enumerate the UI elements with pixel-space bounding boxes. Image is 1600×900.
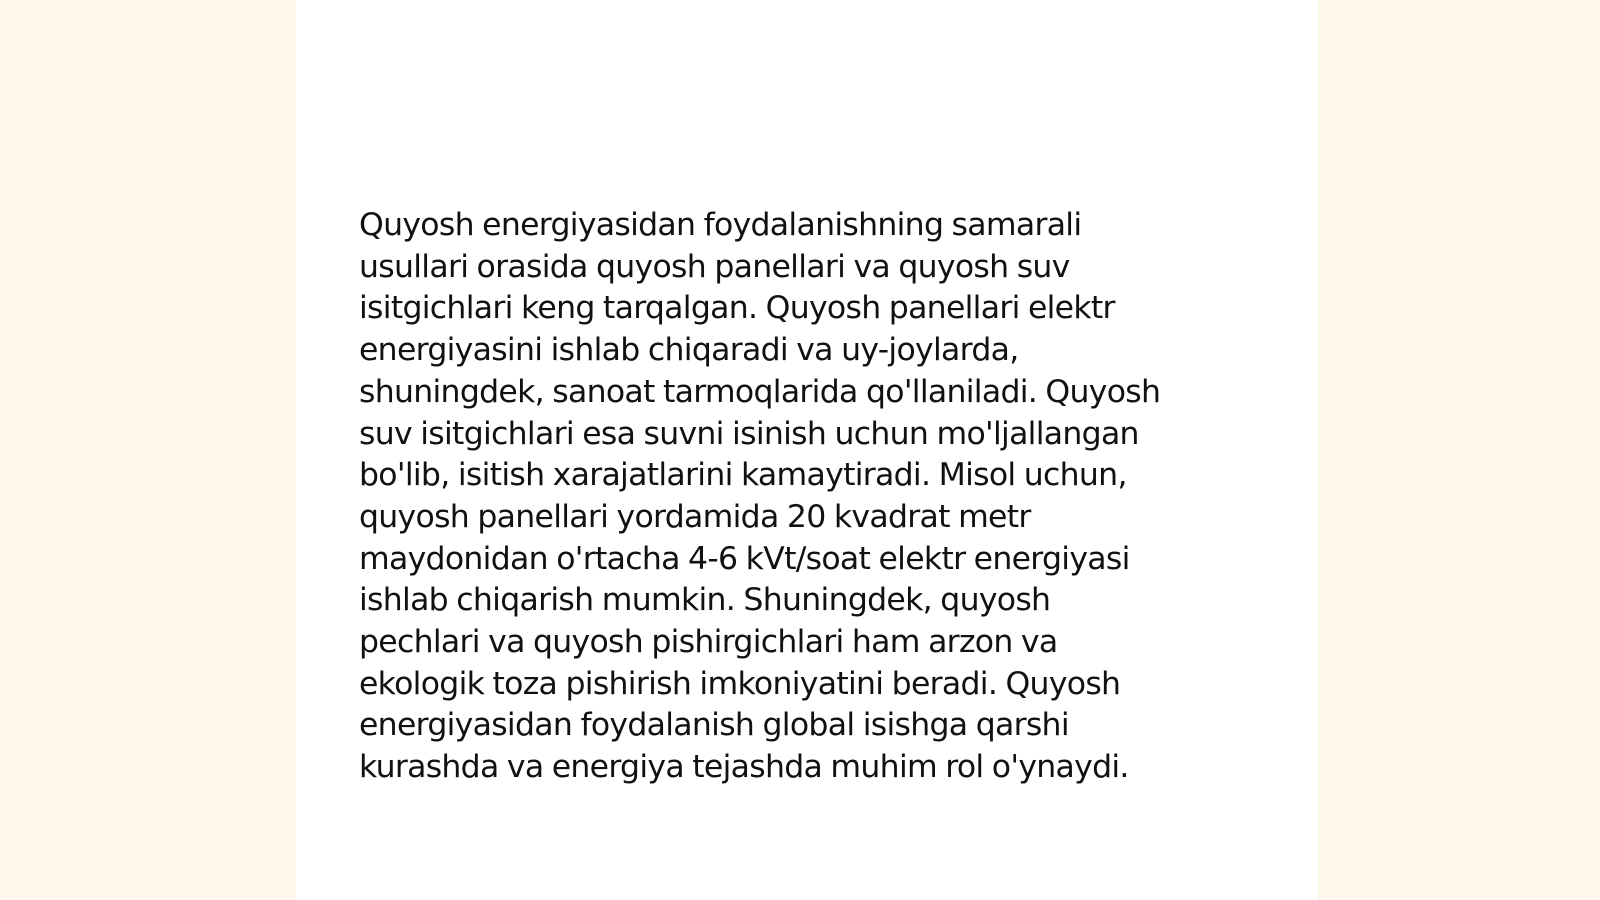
paragraph-line: pechlari va quyosh pishirgichlari ham arzon va <box>359 624 1058 661</box>
paragraph-line: shuningdek, sanoat tarmoqlarida qo'llaniladi. Quyosh <box>359 373 1161 410</box>
paragraph-line: ishlab chiqarish mumkin. Shuningdek, quyosh <box>359 582 1051 619</box>
body-paragraph <box>359 205 1259 789</box>
paragraph-line: Quyosh energiyasidan foydalanishning samarali <box>359 207 1082 243</box>
document-page <box>296 0 1318 900</box>
paragraph-line: quyosh panellari yordamida 20 kvadrat metr <box>359 498 1031 535</box>
paragraph-line: isitgichlari keng tarqalgan. Quyosh panellari elektr <box>359 290 1115 327</box>
paragraph-line: bo'lib, isitish xarajatlarini kamaytiradi. Misol uchun, <box>359 457 1127 494</box>
paragraph-line: suv isitgichlari esa suvni isinish uchun mo'ljallangan <box>359 415 1139 452</box>
paragraph-line: maydonidan o'rtacha 4-6 kVt/soat elektr energiyasi <box>359 540 1130 577</box>
paragraph-line: energiyasidan foydalanish global isishga qarshi <box>359 707 1069 744</box>
paragraph-line: ekologik toza pishirish imkoniyatini beradi. Quyosh <box>359 665 1121 702</box>
paragraph-line: usullari orasida quyosh panellari va quyosh suv <box>359 248 1070 285</box>
paragraph-line: energiyasini ishlab chiqaradi va uy-joylarda, <box>359 332 1019 369</box>
paragraph-line: kurashda va energiya tejashda muhim rol o'ynaydi. <box>359 749 1129 786</box>
